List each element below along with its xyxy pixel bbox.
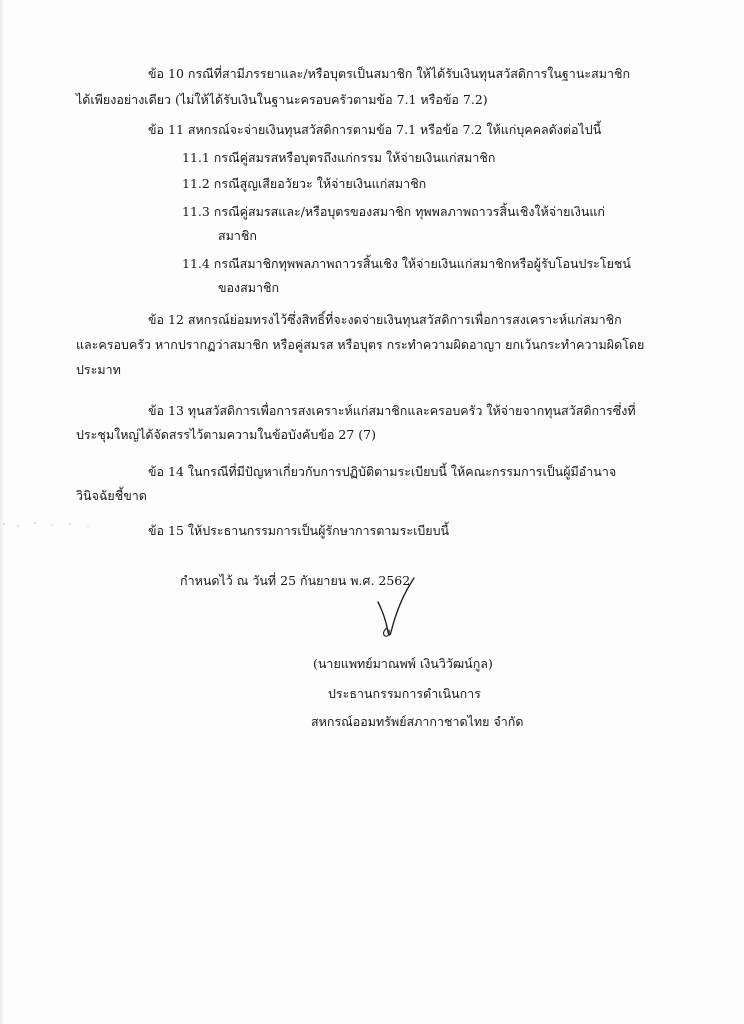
clause-10-line-1: ข้อ 10 กรณีที่สามีภรรยาและ/หรือบุตรเป็นสมาชิก ให้ได้รับเงินทุนสวัสดิการในฐานะสมาชิก (148, 66, 631, 81)
signer-name: (นายแพทย์มาณพพ์ เงินวิวัฒน์กูล) (313, 656, 493, 671)
clause-12-line-3: ประมาท (76, 362, 121, 377)
clause-11-2: 11.2 กรณีสูญเสียอวัยวะ ให้จ่ายเงินแก่สมาชิก (182, 176, 427, 191)
clause-14-line-1: ข้อ 14 ในกรณีที่มีปัญหาเกี่ยวกับการปฏิบัติตามระเบียบนี้ ให้คณะกรรมการเป็นผู้มีอำนาจ (148, 464, 617, 479)
clause-10-line-2: ได้เพียงอย่างเดียว (ไม่ให้ได้รับเงินในฐานะครอบครัวตามข้อ 7.1 หรือข้อ 7.2) (76, 92, 488, 107)
issue-date: กำหนดไว้ ณ วันที่ 25 กันยายน พ.ศ. 2562 (180, 573, 411, 588)
signature (360, 572, 420, 642)
clause-12-line-2: และครอบครัว หากปรากฏว่าสมาชิก หรือคู่สมรส หรือบุตร กระทำความผิดอาญา ยกเว้นกระทำความผิดโดย (76, 337, 645, 352)
clause-13-line-1: ข้อ 13 ทุนสวัสดิการเพื่อการสงเคราะห์แก่สมาชิกและครอบครัว ให้จ่ายจากทุนสวัสดิการซึ่งที่ (148, 403, 636, 418)
clause-11-3-line-1: 11.3 กรณีคู่สมรสและ/หรือบุตรของสมาชิก ทุพพลภาพถาวรสิ้นเชิงให้จ่ายเงินแก่ (182, 204, 605, 219)
organization-name: สหกรณ์ออมทรัพย์สภากาชาดไทย จำกัด (311, 714, 524, 729)
clause-11-4-line-1: 11.4 กรณีสมาชิกทุพพลภาพถาวรสิ้นเชิง ให้จ่ายเงินแก่สมาชิกหรือผู้รับโอนประโยชน์ (182, 256, 631, 271)
clause-13-line-2: ประชุมใหญ่ได้จัดสรรไว้ตามความในข้อบังคับข้อ 27 (7) (76, 427, 376, 442)
clause-11-4-line-2: ของสมาชิก (218, 280, 280, 295)
clause-15-line-1: ข้อ 15 ให้ประธานกรรมการเป็นผู้รักษาการตามระเบียบนี้ (148, 523, 450, 538)
clause-11-line-1: ข้อ 11 สหกรณ์จะจ่ายเงินทุนสวัสดิการตามข้อ 7.1 หรือข้อ 7.2 ให้แก่บุคคลดังต่อไปนี้ (148, 122, 602, 137)
clause-11-1: 11.1 กรณีคู่สมรสหรือบุตรถึงแก่กรรม ให้จ่ายเงินแก่สมาชิก (182, 150, 496, 165)
clause-14-line-2: วินิจฉัยชี้ขาด (76, 488, 147, 503)
clause-11-3-line-2: สมาชิก (218, 228, 257, 243)
signer-title: ประธานกรรมการดำเนินการ (328, 686, 481, 701)
scan-specks (0, 510, 120, 540)
clause-12-line-1: ข้อ 12 สหกรณ์ย่อมทรงไว้ซึ่งสิทธิ์ที่จะงดจ่ายเงินทุนสวัสดิการเพื่อการสงเคราะห์แก่สมาชิก (148, 312, 622, 327)
